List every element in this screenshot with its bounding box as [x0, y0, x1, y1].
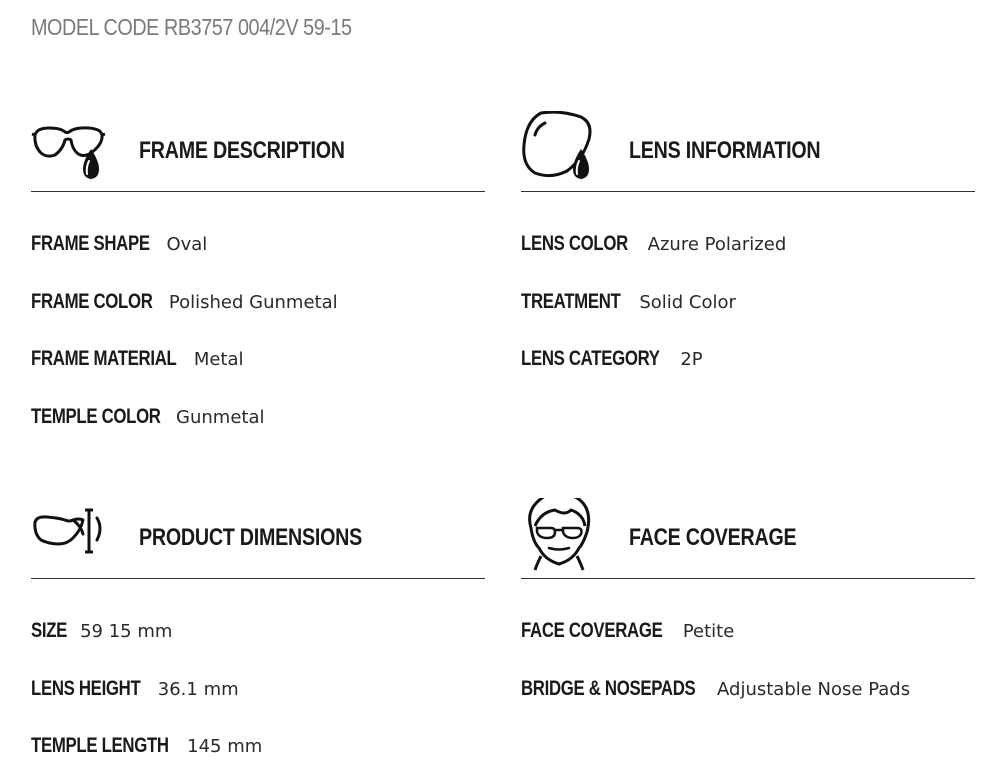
section-title: PRODUCT DIMENSIONS	[139, 524, 363, 551]
spec-label: LENS CATEGORY	[521, 347, 660, 370]
section-header	[31, 111, 485, 192]
spec-value: Azure Polarized	[647, 234, 787, 255]
spec-row	[521, 677, 910, 701]
spec-label: LENS HEIGHT	[31, 677, 141, 700]
spec-value: Solid Color	[639, 292, 736, 313]
section-header	[521, 498, 975, 579]
spec-label: FACE COVERAGE	[521, 619, 663, 642]
spec-row	[31, 290, 338, 314]
spec-label: TREATMENT	[521, 290, 621, 313]
spec-value: Gunmetal	[176, 407, 265, 428]
model-code: MODEL CODE RB3757 004/2V 59-15	[31, 14, 352, 40]
spec-row	[31, 734, 262, 758]
spec-value: 59 15 mm	[80, 621, 173, 642]
spec-label: TEMPLE LENGTH	[31, 734, 169, 757]
aviator-frame-drop-icon	[31, 111, 111, 191]
spec-row	[31, 347, 244, 371]
section-header	[31, 498, 485, 579]
section-title: LENS INFORMATION	[629, 137, 821, 164]
spec-value: Adjustable Nose Pads	[717, 679, 911, 700]
spec-label: BRIDGE & NOSEPADS	[521, 677, 696, 700]
spec-label: LENS COLOR	[521, 232, 628, 255]
spec-row	[31, 619, 172, 643]
spec-row	[31, 405, 265, 429]
spec-row	[521, 290, 736, 314]
spec-label: FRAME SHAPE	[31, 232, 150, 255]
spec-label: FRAME COLOR	[31, 290, 153, 313]
glasses-measure-icon	[31, 498, 111, 578]
lens-information-section	[521, 111, 975, 370]
spec-value: Polished Gunmetal	[168, 292, 338, 313]
spec-value: Oval	[166, 234, 208, 255]
spec-label: FRAME MATERIAL	[31, 347, 177, 370]
spec-row	[31, 232, 207, 256]
frame-description-section	[31, 111, 485, 428]
section-header	[521, 111, 975, 192]
spec-row	[521, 232, 786, 256]
spec-value: Petite	[682, 621, 735, 642]
lens-drop-icon	[521, 111, 601, 191]
spec-row	[521, 347, 703, 371]
spec-value: Metal	[193, 349, 244, 370]
face-glasses-icon	[521, 498, 601, 578]
spec-value: 145 mm	[187, 736, 263, 757]
section-title: FRAME DESCRIPTION	[139, 137, 345, 164]
product-dimensions-section	[31, 498, 485, 757]
face-coverage-section	[521, 498, 975, 700]
spec-label: SIZE	[31, 619, 68, 642]
spec-row	[521, 619, 734, 643]
spec-label: TEMPLE COLOR	[31, 405, 161, 428]
spec-value: 2P	[680, 349, 703, 370]
spec-row	[31, 677, 239, 701]
section-title: FACE COVERAGE	[629, 524, 797, 551]
spec-value: 36.1 mm	[157, 679, 239, 700]
